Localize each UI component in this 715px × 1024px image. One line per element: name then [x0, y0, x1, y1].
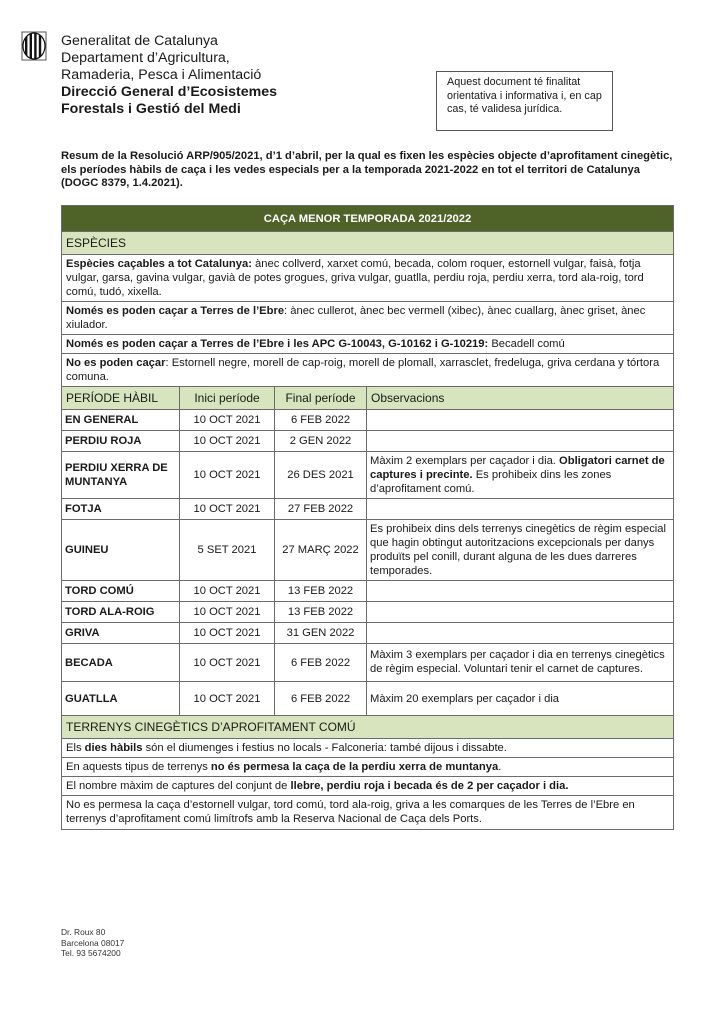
- species-row: [62, 302, 674, 335]
- observations-cell: [367, 431, 674, 452]
- obs-text: Màxim 20 exemplars per caçador i dia: [370, 692, 560, 705]
- observations-cell: [367, 623, 674, 644]
- table-row: [62, 520, 674, 581]
- species-row: [62, 354, 674, 387]
- column-header-end: Final període: [275, 387, 367, 410]
- species-cell: TORD ALA-ROIG: [62, 602, 180, 623]
- obs-text: Es prohibeix dins dels terrenys cinegètics de règim especial que hagin obtingut autoritzacions excepcionals per danys produïts pel conill, durant alguna de les dues darreres temporades.: [370, 523, 666, 577]
- species-row-text: : ànec cullerot, ànec bec vermell (xibec), ànec cuallarg, ànec griset, ànec xiulador.: [66, 305, 646, 331]
- column-header-period: PERÍODE HÀBIL: [62, 387, 180, 410]
- start-date-cell: 10 OCT 2021: [180, 410, 275, 431]
- start-date-cell: 10 OCT 2021: [180, 682, 275, 716]
- table-title: CAÇA MENOR TEMPORADA 2021/2022: [62, 206, 674, 232]
- table-title-row: [62, 206, 674, 232]
- species-row-text: Becadell comú: [488, 338, 565, 350]
- observations-cell: [367, 602, 674, 623]
- disclaimer-box: Aquest document té finalitat orientativa i informativa i, en cap cas, té validesa jurídica.: [436, 71, 613, 131]
- species-cell: GUATLLA: [62, 682, 180, 716]
- org-line: Ramaderia, Pesca i Alimentació: [61, 67, 262, 83]
- observations-cell: [367, 410, 674, 431]
- rule-bold-text: no és permesa la caça de la perdiu xerra de muntanya: [210, 761, 499, 773]
- species-cell: PERDIU ROJA: [62, 431, 180, 452]
- footer-phone: Tel. 93 5674200: [61, 948, 121, 959]
- observations-cell: [367, 644, 674, 682]
- end-date-cell: 26 DES 2021: [275, 452, 367, 499]
- species-row-text: : Estornell negre, morell de cap-roig, morell de plomall, xarrasclet, fredeluga, griva cerdana y tórtora comuna.: [66, 357, 660, 383]
- table-row: [62, 452, 674, 499]
- column-header-start: Inici període: [180, 387, 275, 410]
- table-row: [62, 581, 674, 602]
- common-rule-row: En aquests tipus de terrenys no és permesa la caça de la perdiu xerra de muntanya.: [62, 758, 674, 777]
- common-rule-row: No es permesa la caça d’estornell vulgar, tord comú, tord ala-roig, griva a les comarques de les Terres de l’Ebre en terrenys d’aprofitament comú limítrofs amb la Reserva Nacional de Caça dels Ports.: [62, 796, 674, 830]
- org-line: Generalitat de Catalunya: [61, 33, 218, 49]
- table-row: [62, 602, 674, 623]
- observations-cell: [367, 499, 674, 520]
- end-date-cell: 6 FEB 2022: [275, 644, 367, 682]
- end-date-cell: 2 GEN 2022: [275, 431, 367, 452]
- obs-text: Màxim 2 exemplars per caçador i dia.: [370, 455, 560, 467]
- hunting-season-table: [61, 205, 674, 830]
- directorate-line: Direcció General d’Ecosistemes: [61, 84, 278, 100]
- common-section-heading: TERRENYS CINEGÈTICS D’APROFITAMENT COMÚ: [62, 716, 674, 739]
- obs-text: Es prohibeix dins les zones d’aprofitament comú.: [370, 469, 612, 495]
- species-row-text: ànec collverd, xarxet comú, becada, colom roquer, estornell vulgar, faisà, fotja vulgar, garsa, gavina vulgar, gavià de potes grogues, griva vulgar, guatlla, perdiu roja, perdiu xerra, tord ala-roig, tord comú, tudó, xixella.: [66, 258, 644, 298]
- column-header-observations: Observacions: [367, 387, 674, 410]
- start-date-cell: 10 OCT 2021: [180, 581, 275, 602]
- org-line: Departament d’Agricultura,: [61, 50, 230, 66]
- table-row: [62, 644, 674, 682]
- obs-bold-text: Obligatori carnet de captures i precinte.: [370, 455, 665, 481]
- generalitat-logo-icon: [21, 31, 47, 61]
- directorate-line: Forestals i Gestió del Medi: [61, 101, 241, 117]
- species-cell: GRIVA: [62, 623, 180, 644]
- species-row-label: Només es poden caçar a Terres de l’Ebre i les APC G-10043, G-10162 i G-10219:: [66, 338, 489, 350]
- table-row: [62, 431, 674, 452]
- end-date-cell: 6 FEB 2022: [275, 682, 367, 716]
- footer-street: Dr. Roux 80: [61, 927, 106, 937]
- start-date-cell: 10 OCT 2021: [180, 431, 275, 452]
- rule-bold-text: dies hàbils: [84, 742, 143, 754]
- footer-city: Barcelona 08017: [61, 937, 125, 948]
- end-date-cell: 27 FEB 2022: [275, 499, 367, 520]
- species-cell: FOTJA: [62, 499, 180, 520]
- start-date-cell: 10 OCT 2021: [180, 452, 275, 499]
- start-date-cell: 10 OCT 2021: [180, 644, 275, 682]
- species-row-label: Espècies caçables a tot Catalunya:: [66, 258, 252, 270]
- organization-block: [61, 33, 277, 118]
- species-row: [62, 335, 674, 354]
- species-cell: PERDIU XERRA DE MUNTANYA: [62, 452, 180, 499]
- species-section-heading: ESPÈCIES: [62, 232, 674, 255]
- end-date-cell: 31 GEN 2022: [275, 623, 367, 644]
- table-row: [62, 499, 674, 520]
- species-cell: BECADA: [62, 644, 180, 682]
- observations-cell: [367, 581, 674, 602]
- species-cell: EN GENERAL: [62, 410, 180, 431]
- species-row: [62, 255, 674, 302]
- species-row-label: Només es poden caçar a Terres de l’Ebre: [66, 305, 285, 317]
- resolution-summary: Resum de la Resolució ARP/905/2021, d’1 d’abril, per la qual es fixen les espècies objecte d’aprofitament cinegètic, els períodes hàbils de caça i les vedes especials per a la temporada 2021-2022 en tot el territori de Catalunya (DOGC 8379, 1.4.2021).: [61, 150, 673, 190]
- table-row: [62, 410, 674, 431]
- obs-text: Màxim 3 exemplars per caçador i dia en terrenys cinegètics de règim especial. Voluntari tenir el carnet de captures.: [370, 649, 665, 675]
- observations-cell: [367, 520, 674, 581]
- address-footer: [61, 927, 124, 959]
- table-row: [62, 682, 674, 716]
- start-date-cell: 10 OCT 2021: [180, 623, 275, 644]
- species-cell: GUINEU: [62, 520, 180, 581]
- species-cell: TORD COMÚ: [62, 581, 180, 602]
- start-date-cell: 10 OCT 2021: [180, 499, 275, 520]
- observations-cell: [367, 682, 674, 716]
- start-date-cell: 10 OCT 2021: [180, 602, 275, 623]
- common-rule-row: El nombre màxim de captures del conjunt de llebre, perdiu roja i becada és de 2 per caçador i dia.: [62, 777, 674, 796]
- end-date-cell: 13 FEB 2022: [275, 581, 367, 602]
- end-date-cell: 27 MARÇ 2022: [275, 520, 367, 581]
- start-date-cell: 5 SET 2021: [180, 520, 275, 581]
- end-date-cell: 13 FEB 2022: [275, 602, 367, 623]
- rule-bold-text: llebre, perdiu roja i becada és de 2 per caçador i dia.: [290, 780, 569, 792]
- end-date-cell: 6 FEB 2022: [275, 410, 367, 431]
- table-row: [62, 623, 674, 644]
- period-header-row: [62, 387, 674, 410]
- species-row-label: No es poden caçar: [66, 357, 166, 369]
- observations-cell: [367, 452, 674, 499]
- common-rule-row: Els dies hàbils són el diumenges i festius no locals - Falconeria: també dijous i dissabte.: [62, 739, 674, 758]
